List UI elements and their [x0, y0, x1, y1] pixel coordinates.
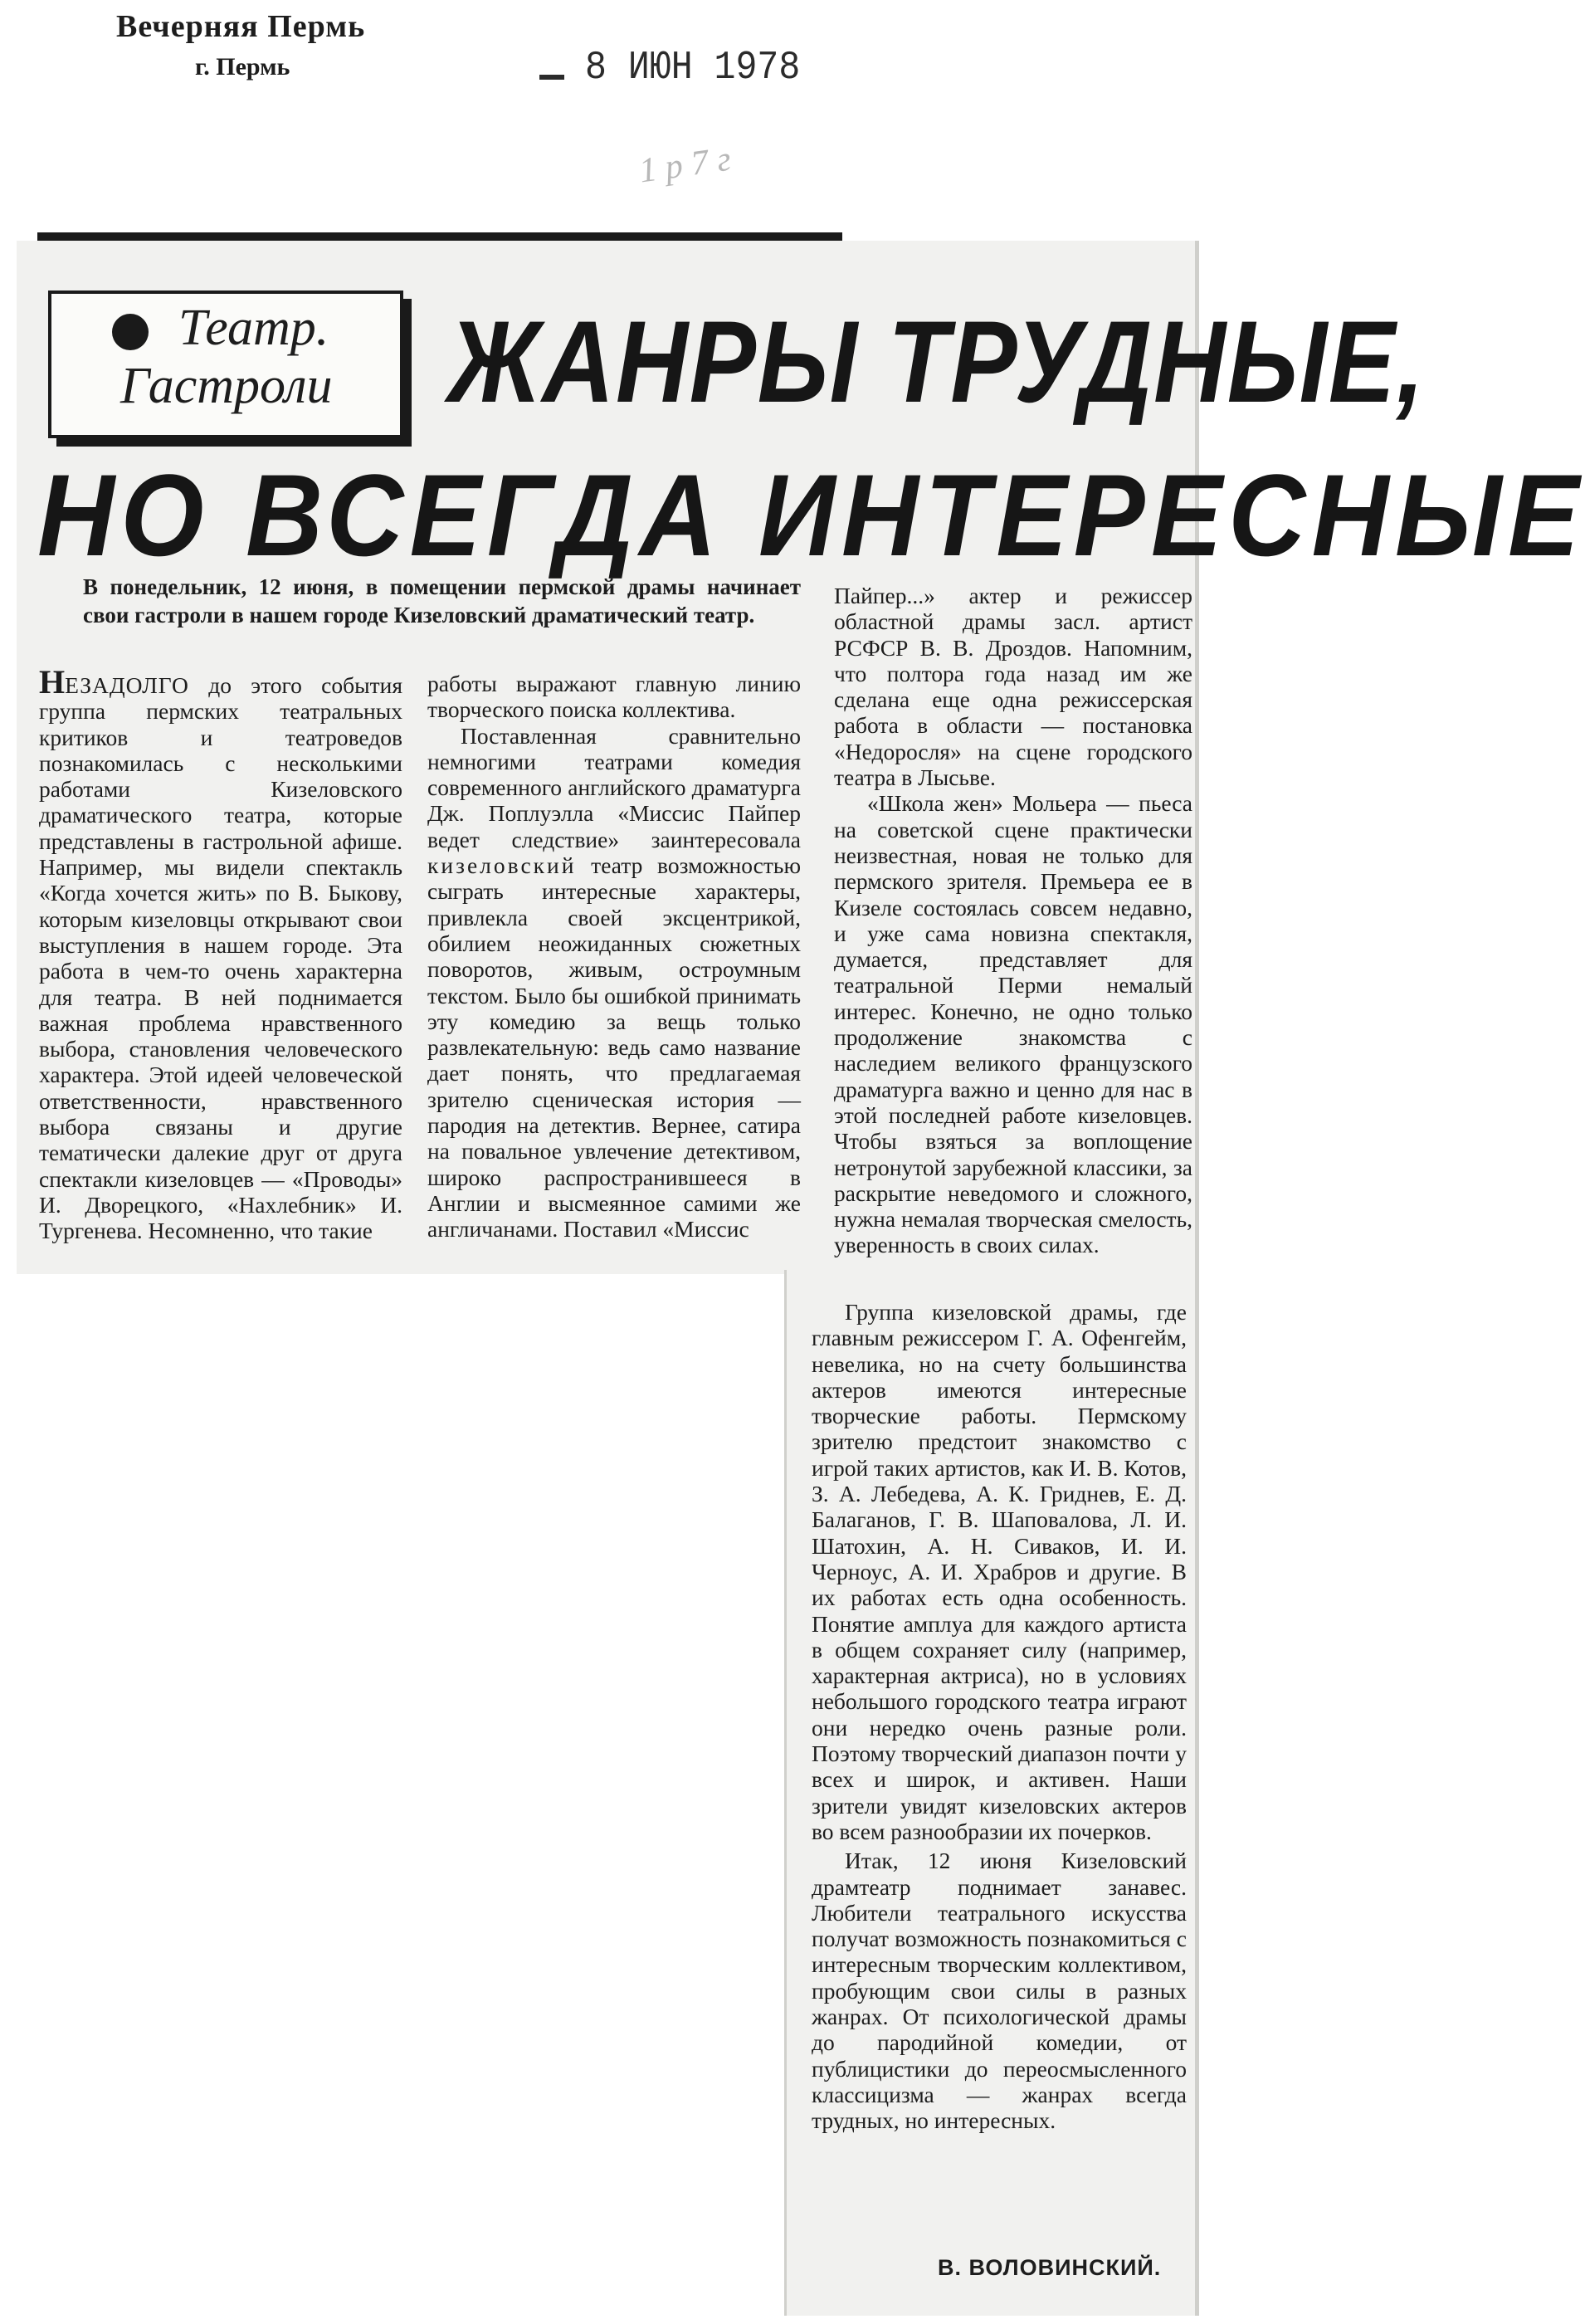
rubric-line-2: Гастроли [120, 358, 333, 414]
rubric-line-1: Театр. [178, 300, 329, 356]
paragraph-2-start: Поставленная сравнительно немногими театрами комедия современного английского драматурга Дж. Поплуэлла «Миссис Пайпер ведет следствие» заинтересовала [427, 722, 801, 852]
archive-mark: 1 р 7 г [636, 139, 734, 191]
article-paragraph-4: Группа кизеловской драмы, где главным режиссером Г. А. Офенгейм, невелика, но на счету большинства актеров имеются интересные творческие работы. Пермскому зрителю предстоит знакомство с игрой таких артистов, как И. В. Котов, З. А. Лебедева, А. К. Гриднев, Е. Д. Балаганов, Г. В. Шаповалова, Л. И. Шатохин, А. Н. Сиваков, И. И. Черноус, А. И. Храбров и другие. В их работах есть одна особенность. Понятие амплуа для каждого артиста в общем сохраняет силу (например, характерная актриса), но в условиях небольшого городского театра играют они нередко очень разные роли. Поэтому творческий диапазон почти у всех и широк, и активен. Наши зрители увидят кизеловских актеров во всем разнообразии их почерков. [812, 1299, 1187, 1844]
paragraph-1-text: до этого события группа пермских театральных критиков и театроведов познакомилась с несколькими работами Кизеловского драматического театра, которые представлены в гастрольной афише. Например, мы видели спектакль «Когда хочется жить» по В. Быкову, которым кизеловцы открывают свои выступления в нашем городе. Эта работа в чем-то очень характерна для театра. В ней поднимается важная проблема нравственного выбора, становления человеческого характера. Этой идеей человеческой ответственности, нравственного выбора связаны и другие тематически далекие друг от друга спектакли кизеловцев — «Проводы» И. Дворецкого, «Нахлебник» И. Тургенева. Несомненно, что такие [39, 672, 402, 1244]
date-dash [539, 75, 564, 80]
continued-text: Пайпер...» актер и режиссер областной драмы засл. артист РСФСР В. В. Дроздов. Напомним, что полтора года назад им же сделана еще одна режиссерская работа в области — постановка «Недоросля» на сцене городского театра в Лысьве. [834, 583, 1192, 791]
author-signature: В. ВОЛОВИНСКИЙ. [938, 2255, 1162, 2280]
source-city: г. Пермь [195, 53, 290, 81]
article-paragraph-5: Итак, 12 июня Кизеловский драмтеатр поднимает занавес. Любители театрального искусства получат возможность познакомиться с интересным творческим коллективом, пробующим свои силы в разных жанрах. От психологической драмы до пародийной комедии, от публицистики до переосмысленного классицизма — жанрах всегда трудных, но интересных. [812, 1848, 1187, 2134]
headline-line-2: НО ВСЕГДА ИНТЕРЕСНЫЕ [37, 450, 1585, 580]
opening-word: ЕЗАДОЛГО [65, 672, 189, 698]
fold-line [784, 1270, 787, 2316]
article-paragraph-1 [39, 663, 402, 1244]
headline-line-1: ЖАНРЫ ТРУДНЫЕ, [448, 296, 1426, 427]
article-paragraph-2 [427, 723, 801, 1243]
article-paragraph-3: «Школа жен» Мольера — пьеса на советской сцене практически неизвестная, новая не только для пермского зрителя. Премьера ее в Кизеле состоялась совсем недавно, и уже сама новизна спектакля, думается, представляет для театральной Перми немалый интерес. Конечно, не одно только продолжение знакомства с наследием великого французского драматурга важно и ценно для нас в этой последней работе кизеловцев. Чтобы взяться за воплощение нетронутой зарубежной классики, за раскрытие неведомого и сложного, нужна немалая творческая смелость, уверенность в своих силах. [834, 790, 1192, 1258]
paragraph-2-end: театр возможностью сыграть интересные характеры, привлекла своей эксцентрикой, обилием неожиданных сюжетных поворотов, живым, остроумным текстом. Было бы ошибкой принимать эту комедию за вещь только развлекательную: ведь само название дает понять, что предлагаемая зрителю сценическая история — пародия на детектив. Вернее, сатира на повальное увлечение детективом, широко распространившееся в Англии и высмеянное самими же англичанами. Поставил «Миссис [427, 852, 801, 1243]
lead-paragraph: В понедельник, 12 июня, в помещении пермской драмы начинает свои гастроли в нашем городе Кизеловский драматический театр. [83, 574, 801, 627]
article-column-4 [812, 1299, 1187, 2134]
continued-text: работы выражают главную линию творческого поиска коллектива. [427, 671, 801, 723]
bullet-icon [112, 314, 149, 350]
article-column-3 [834, 583, 1192, 1258]
source-name: Вечерняя Пермь [116, 9, 366, 44]
article-column-2 [427, 671, 801, 1243]
drop-cap: Н [39, 663, 66, 701]
top-rule [37, 232, 842, 241]
paragraph-2-spaced-word: кизеловский [427, 852, 577, 879]
article-column-1 [39, 663, 402, 1244]
date-stamp: 8 ИЮН 1978 [585, 46, 801, 90]
